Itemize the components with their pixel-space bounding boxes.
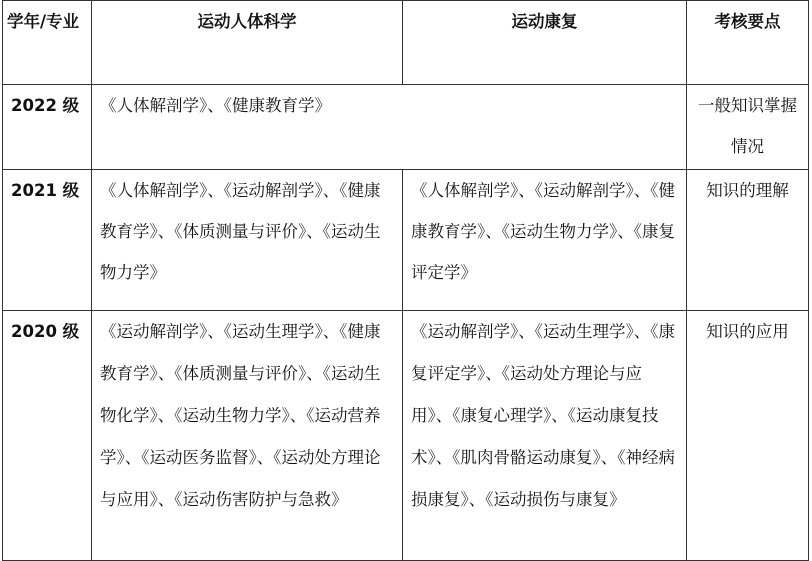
sports-science-courses-cell: 《运动解剖学》、《运动生理学》、《健康教育学》、《体质测量与评价》、《运动生物化学》、《运动生物力学》、《运动营养学》、《运动医务监督》、《运动处方理论与应用》、《运动伤害防护与急救》 (92, 311, 403, 561)
assessment-cell: 知识的理解 (687, 170, 809, 311)
header-year-major: 学年/专业 (3, 1, 92, 85)
year-cell: 2020 级 (3, 311, 92, 561)
header-row (3, 1, 809, 85)
header-rehab: 运动康复 (403, 1, 687, 85)
table-row-2021 (3, 170, 809, 311)
header-sports-science: 运动人体科学 (92, 1, 403, 85)
shared-courses-cell: 《人体解剖学》、《健康教育学》 (92, 85, 687, 170)
sports-science-courses-cell: 《人体解剖学》、《运动解剖学》、《健康教育学》、《体质测量与评价》、《运动生物力学》 (92, 170, 403, 311)
year-cell: 2022 级 (3, 85, 92, 170)
header-assessment: 考核要点 (687, 1, 809, 85)
rehab-courses-cell: 《运动解剖学》、《运动生理学》、《康复评定学》、《运动处方理论与应用》、《康复心理学》、《运动康复技术》、《肌肉骨骼运动康复》、《神经病损康复》、《运动损伤与康复》 (403, 311, 687, 561)
rehab-courses-cell: 《人体解剖学》、《运动解剖学》、《健康教育学》、《运动生物力学》、《康复评定学》 (403, 170, 687, 311)
table-row-2022 (3, 85, 809, 170)
table-row-2020 (3, 311, 809, 561)
assessment-cell: 知识的应用 (687, 311, 809, 561)
curriculum-assessment-table (2, 0, 809, 561)
year-cell: 2021 级 (3, 170, 92, 311)
assessment-cell: 一般知识掌握情况 (687, 85, 809, 170)
